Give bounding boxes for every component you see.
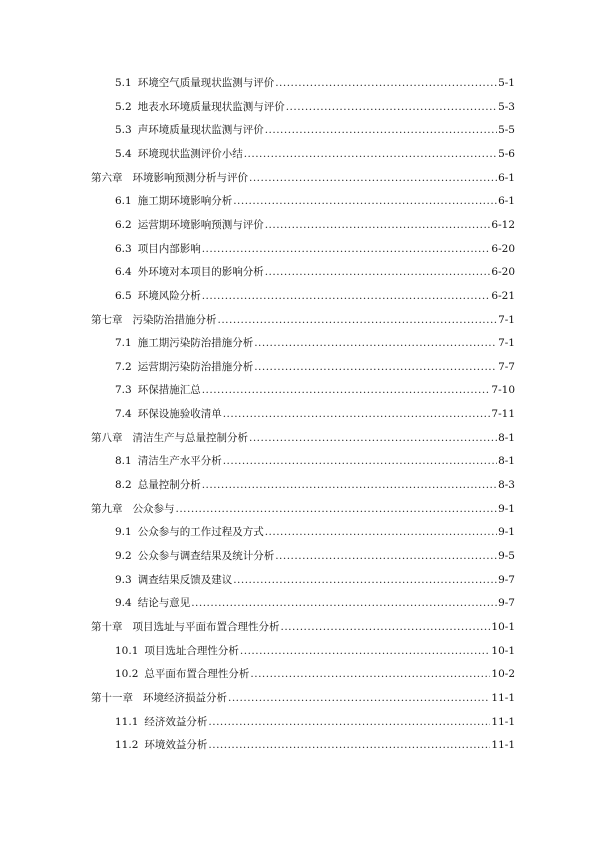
toc-entry-page-number: 7-10 — [491, 384, 515, 397]
toc-section-entry[interactable] — [115, 289, 515, 303]
toc-entry-page-number: 9-5 — [498, 550, 515, 562]
toc-dot-leader — [176, 502, 498, 516]
toc-section-entry[interactable] — [115, 383, 515, 397]
toc-entry-title: 公众参与调查结果及统计分析 — [137, 550, 275, 562]
toc-entry-title: 公众参与的工作过程及方式 — [137, 526, 264, 539]
toc-entry-page-number: 6-20 — [491, 242, 515, 255]
toc-entry-number: 7.3 — [115, 384, 132, 397]
toc-chapter-entry[interactable] — [91, 171, 515, 185]
toc-entry-title: 环境经济损益分析 — [143, 691, 227, 704]
toc-entry-title: 污染防治措施分析 — [132, 313, 217, 326]
toc-entry-number: 9.4 — [115, 597, 132, 610]
toc-entry-page-number: 8-1 — [498, 431, 515, 444]
toc-entry-number: 11.2 — [115, 739, 139, 752]
toc-entry-title: 环境风险分析 — [137, 289, 201, 302]
toc-section-entry[interactable] — [115, 478, 515, 492]
toc-entry-page-number: 11-1 — [491, 691, 515, 704]
toc-entry-page-number: 11-1 — [491, 739, 515, 752]
toc-dot-leader — [265, 218, 491, 232]
toc-dot-leader — [265, 123, 497, 137]
toc-section-entry[interactable] — [115, 715, 515, 729]
toc-section-entry[interactable] — [115, 525, 515, 539]
toc-dot-leader — [265, 525, 497, 539]
toc-entry-number: 第六章 — [91, 171, 123, 184]
toc-section-entry[interactable] — [115, 596, 515, 610]
toc-entry-number: 第九章 — [91, 502, 123, 515]
toc-entry-number: 6.1 — [115, 195, 132, 208]
toc-entry-number: 6.2 — [115, 218, 132, 231]
toc-entry-title: 项目选址合理性分析 — [144, 644, 239, 657]
toc-dot-leader — [249, 171, 497, 185]
toc-entry-title: 环境空气质量现状监测与评价 — [137, 77, 275, 89]
toc-section-entry[interactable] — [115, 360, 515, 374]
toc-entry-page-number: 10-1 — [491, 644, 515, 657]
toc-section-entry[interactable] — [115, 454, 515, 468]
toc-section-entry[interactable] — [115, 738, 515, 752]
toc-entry-number: 7.4 — [115, 408, 132, 421]
toc-entry-page-number: 6-20 — [491, 266, 515, 279]
toc-dot-leader — [202, 242, 491, 256]
toc-section-entry[interactable] — [115, 242, 515, 256]
toc-section-entry[interactable] — [115, 194, 515, 208]
toc-dot-leader — [254, 336, 497, 350]
toc-entry-number: 第七章 — [91, 313, 123, 326]
toc-dot-leader — [208, 738, 490, 752]
toc-entry-number: 6.4 — [115, 266, 132, 279]
toc-section-entry[interactable] — [115, 667, 515, 681]
toc-entry-page-number: 7-11 — [491, 408, 515, 421]
toc-entry-number: 5.4 — [115, 147, 132, 160]
toc-entry-number: 6.3 — [115, 242, 132, 255]
toc-entry-title: 总平面布置合理性分析 — [144, 668, 250, 681]
toc-entry-page-number: 7-7 — [498, 360, 515, 373]
toc-dot-leader — [244, 147, 497, 161]
toc-entry-title: 运营期污染防治措施分析 — [137, 360, 254, 373]
toc-entry-title: 施工期环境影响分析 — [137, 195, 233, 208]
toc-section-entry[interactable] — [115, 336, 515, 350]
toc-section-entry[interactable] — [115, 265, 515, 279]
toc-section-entry[interactable] — [115, 549, 515, 563]
toc-chapter-entry[interactable] — [91, 313, 515, 327]
toc-entry-page-number: 7-1 — [498, 313, 515, 326]
toc-dot-leader — [249, 431, 497, 445]
toc-entry-title: 结论与意见 — [137, 597, 191, 610]
toc-dot-leader — [275, 76, 497, 90]
toc-dot-leader — [223, 454, 497, 468]
toc-entry-title: 环境现状监测评价小结 — [137, 147, 243, 160]
toc-entry-page-number: 11-1 — [491, 715, 515, 728]
toc-entry-number: 10.1 — [115, 644, 139, 657]
toc-entry-title: 经济效益分析 — [144, 715, 208, 728]
toc-entry-title: 总量控制分析 — [137, 479, 201, 492]
toc-entry-page-number: 5-1 — [498, 77, 515, 89]
toc-section-entry[interactable] — [115, 573, 515, 587]
toc-entry-page-number: 6-21 — [491, 289, 515, 302]
toc-section-entry[interactable] — [115, 407, 515, 421]
toc-entry-page-number: 6-1 — [498, 195, 515, 208]
toc-dot-leader — [254, 360, 497, 374]
toc-entry-number: 8.1 — [115, 455, 132, 468]
toc-section-entry[interactable] — [115, 76, 515, 90]
toc-entry-page-number: 5-5 — [498, 124, 515, 137]
toc-section-entry[interactable] — [115, 644, 515, 658]
toc-entry-page-number: 10-1 — [491, 620, 515, 633]
toc-entry-number: 7.2 — [115, 360, 132, 373]
toc-entry-number: 5.2 — [115, 100, 132, 113]
toc-entry-page-number: 8-1 — [498, 455, 515, 468]
toc-dot-leader — [240, 644, 491, 658]
toc-entry-number: 11.1 — [115, 715, 139, 728]
toc-entry-number: 第八章 — [91, 431, 123, 444]
toc-entry-title: 环保措施汇总 — [137, 384, 201, 397]
toc-entry-page-number: 5-3 — [498, 100, 515, 113]
toc-dot-leader — [250, 667, 490, 681]
toc-entry-title: 环保设施验收清单 — [137, 408, 222, 421]
toc-entry-page-number: 9-1 — [498, 526, 515, 539]
toc-entry-page-number: 9-7 — [498, 597, 515, 610]
toc-entry-title: 调查结果反馈及建议 — [137, 573, 233, 586]
toc-entry-page-number: 9-7 — [498, 573, 515, 586]
toc-dot-leader — [281, 620, 491, 634]
toc-entry-number: 5.1 — [115, 77, 132, 89]
toc-entry-page-number: 6-12 — [491, 218, 515, 231]
toc-chapter-entry[interactable] — [91, 431, 515, 445]
toc-chapter-entry[interactable] — [91, 620, 515, 634]
toc-dot-leader — [233, 573, 497, 587]
toc-entry-title: 清洁生产水平分析 — [137, 455, 222, 468]
toc-dot-leader — [265, 265, 491, 279]
toc-entry-page-number: 6-1 — [498, 171, 515, 184]
toc-entry-title: 公众参与 — [132, 502, 175, 515]
toc-entry-number: 5.3 — [115, 124, 132, 137]
toc-entry-page-number: 8-3 — [498, 479, 515, 492]
toc-entry-number: 第十一章 — [91, 691, 133, 704]
toc-entry-number: 8.2 — [115, 479, 132, 492]
toc-dot-leader — [218, 313, 498, 327]
toc-dot-leader — [202, 478, 497, 492]
toc-entry-title: 施工期污染防治措施分析 — [137, 337, 254, 350]
toc-section-entry[interactable] — [115, 100, 515, 114]
toc-dot-leader — [275, 549, 497, 563]
toc-entry-title: 声环境质量现状监测与评价 — [137, 124, 264, 137]
toc-chapter-entry[interactable] — [91, 691, 515, 705]
toc-dot-leader — [202, 383, 491, 397]
toc-chapter-entry[interactable] — [91, 502, 515, 516]
toc-entry-title: 外环境对本项目的影响分析 — [137, 266, 264, 279]
toc-dot-leader — [191, 596, 497, 610]
toc-entry-title: 环境影响预测分析与评价 — [132, 171, 248, 184]
toc-entry-page-number: 10-2 — [491, 668, 515, 681]
toc-entry-page-number: 5-6 — [498, 147, 515, 160]
toc-dot-leader — [208, 715, 490, 729]
toc-entry-title: 地表水环境质量现状监测与评价 — [137, 100, 285, 113]
toc-entry-title: 清洁生产与总量控制分析 — [132, 431, 248, 444]
toc-entry-page-number: 7-1 — [498, 337, 515, 350]
toc-entry-number: 10.2 — [115, 668, 139, 681]
toc-dot-leader — [228, 691, 490, 705]
toc-entry-number: 第十章 — [91, 620, 123, 633]
toc-entry-title: 项目内部影响 — [137, 242, 201, 255]
toc-entry-title: 环境效益分析 — [144, 739, 208, 752]
toc-dot-leader — [202, 289, 491, 303]
toc-entry-page-number: 9-1 — [498, 502, 515, 515]
toc-entry-number: 7.1 — [115, 337, 132, 350]
toc-entry-number: 9.1 — [115, 526, 132, 539]
toc-dot-leader — [223, 407, 491, 421]
toc-section-entry[interactable] — [115, 123, 515, 137]
toc-dot-leader — [233, 194, 497, 208]
toc-entry-title: 运营期环境影响预测与评价 — [137, 218, 264, 231]
toc-entry-number: 9.3 — [115, 573, 132, 586]
toc-entry-number: 9.2 — [115, 550, 132, 562]
toc-entry-title: 项目选址与平面布置合理性分析 — [132, 620, 280, 633]
toc-section-entry[interactable] — [115, 147, 515, 161]
toc-entry-number: 6.5 — [115, 289, 132, 302]
toc-section-entry[interactable] — [115, 218, 515, 232]
toc-dot-leader — [286, 100, 497, 114]
